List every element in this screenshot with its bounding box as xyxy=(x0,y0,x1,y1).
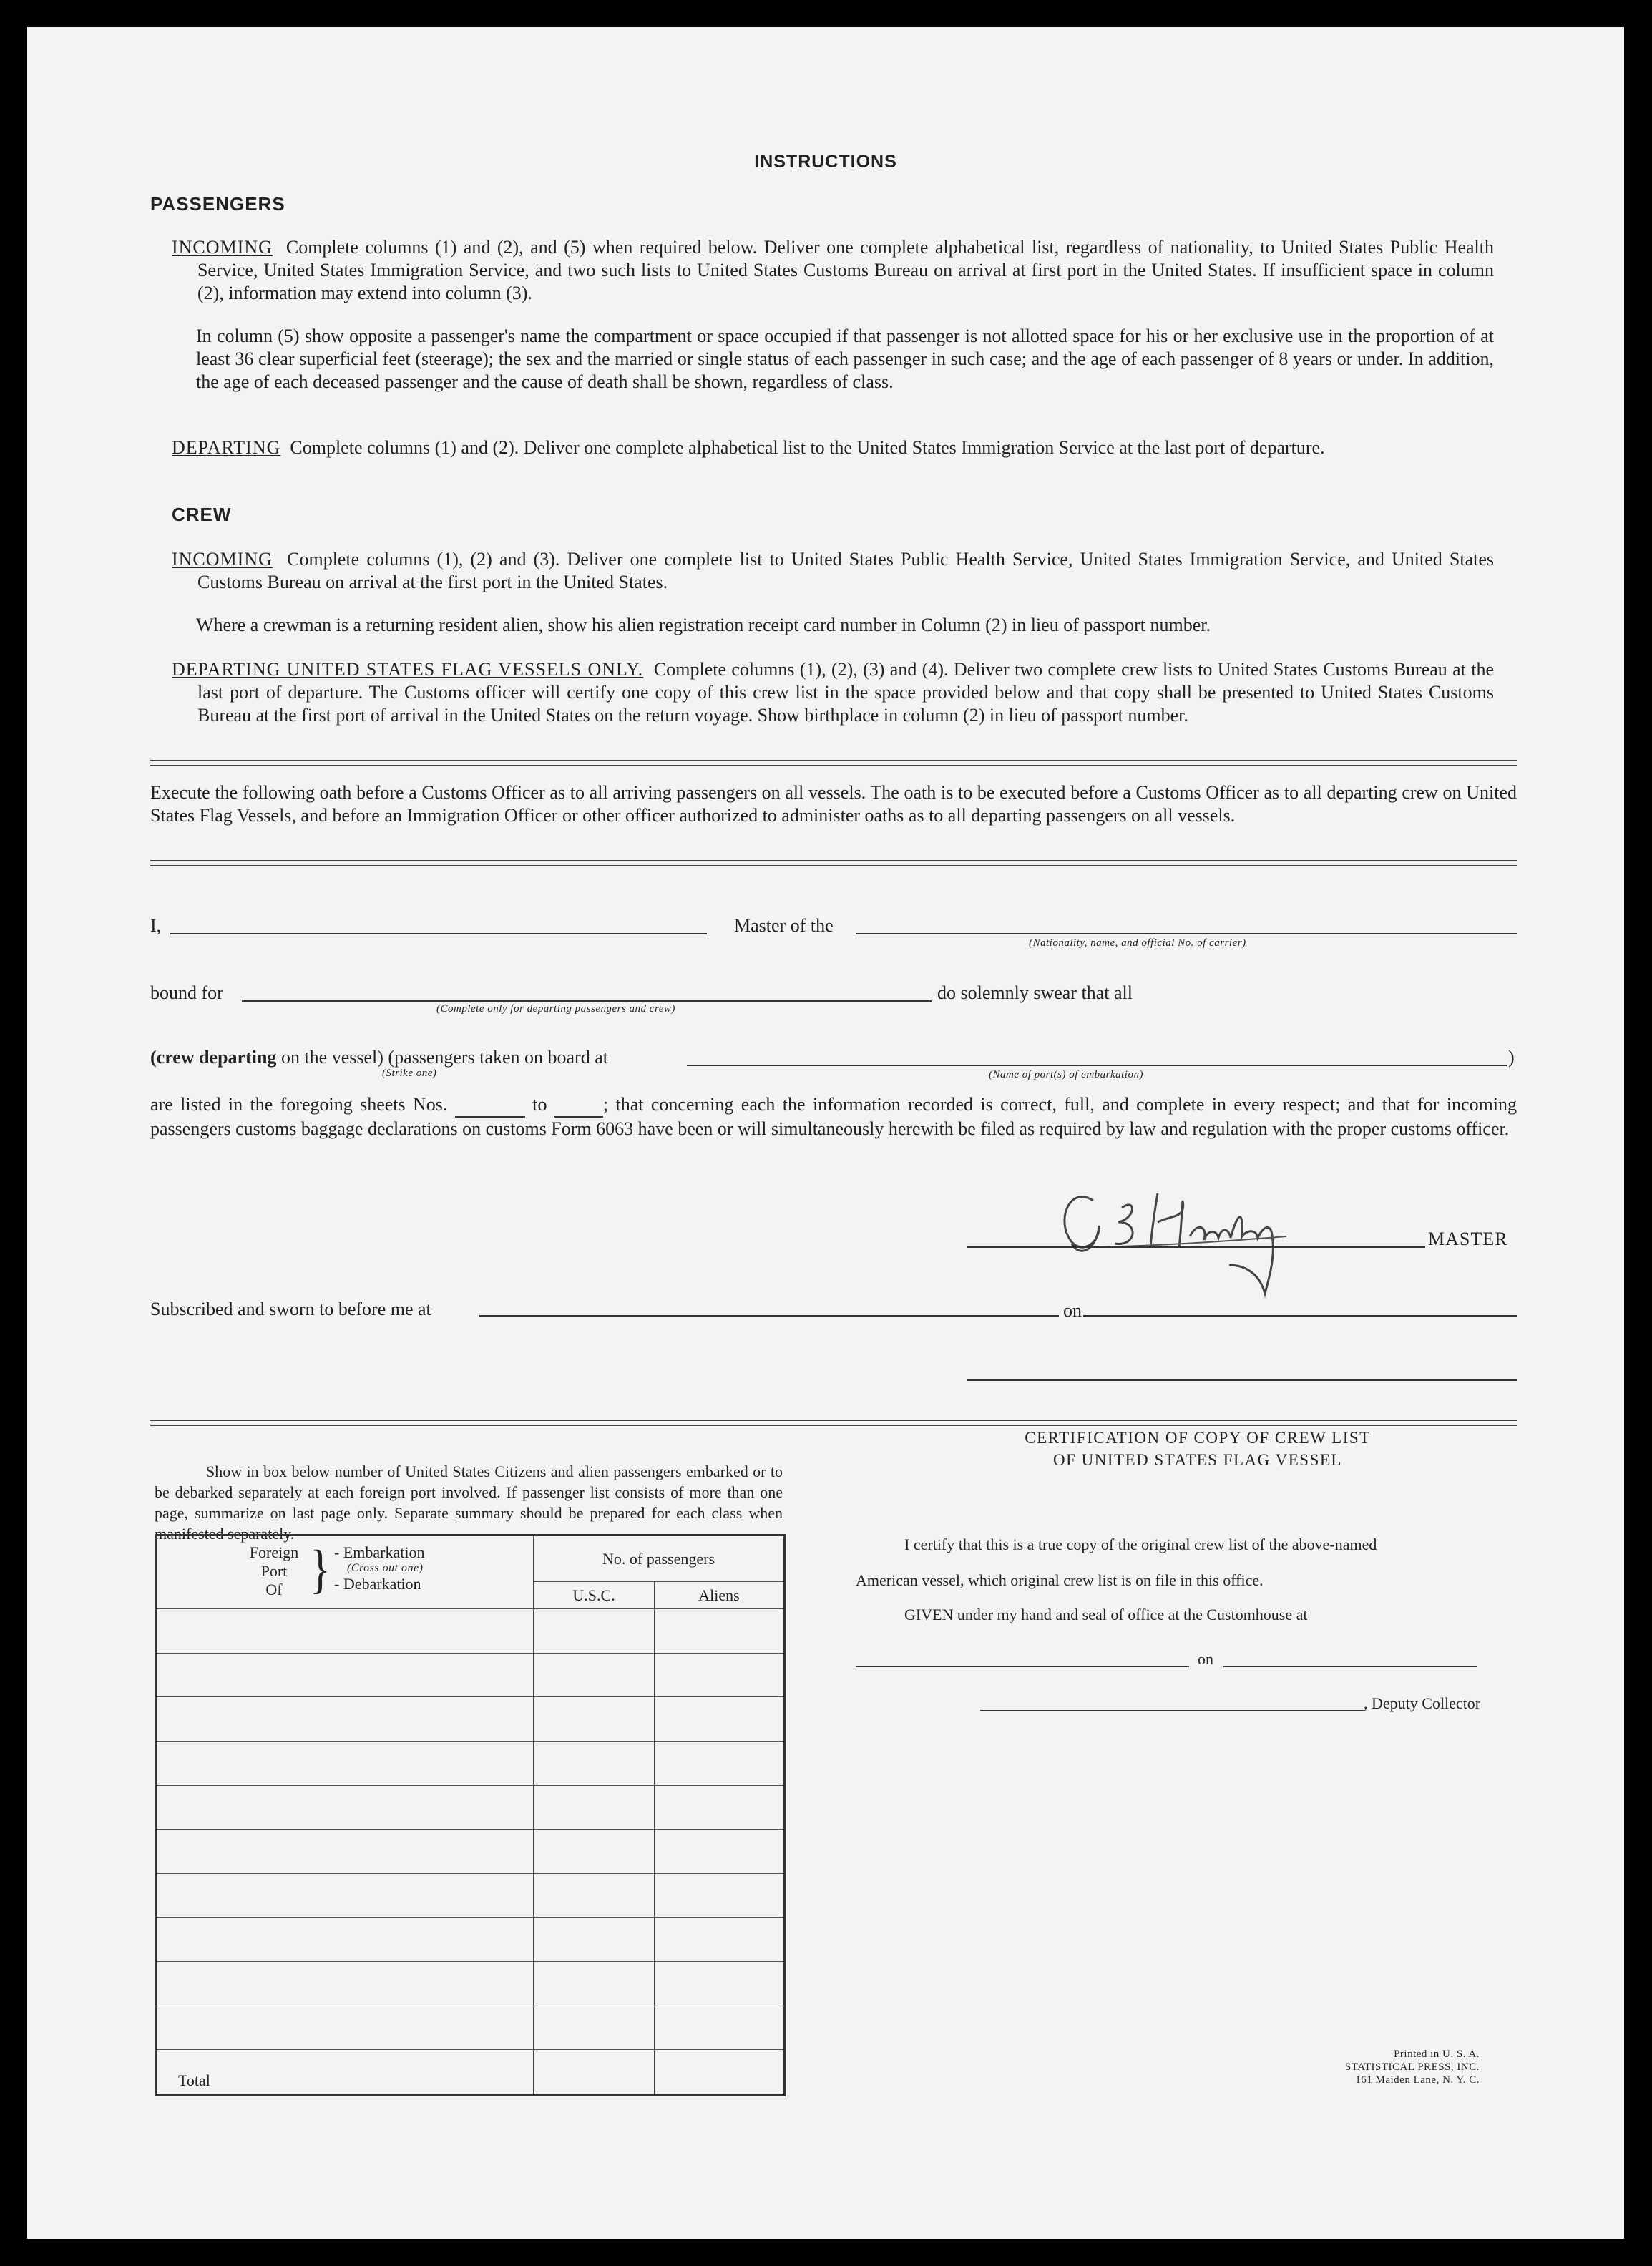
master-label: MASTER xyxy=(1428,1229,1508,1249)
port-note: (Name of port(s) of embarkation) xyxy=(989,1069,1143,1080)
table-row xyxy=(156,1830,785,1874)
master-name-line[interactable] xyxy=(170,933,707,934)
embarkation-label: - Embarkation xyxy=(334,1543,425,1561)
printer-line-1: Printed in U. S. A. xyxy=(1394,2048,1480,2060)
passengers-departing-label: DEPARTING xyxy=(172,437,281,458)
aliens-cell[interactable] xyxy=(655,1785,785,1830)
printer-line-2: STATISTICAL PRESS, INC. xyxy=(1344,2061,1480,2073)
usc-cell[interactable] xyxy=(534,1653,655,1697)
usc-total-cell[interactable] xyxy=(534,2050,655,2096)
port-cell[interactable] xyxy=(156,1653,534,1697)
carrier-note: (Nationality, name, and official No. of carrier) xyxy=(1029,937,1246,949)
form-sheet xyxy=(27,27,1624,2239)
sworn-date-line[interactable] xyxy=(1083,1315,1517,1317)
passengers-departing xyxy=(172,436,1494,459)
aliens-cell[interactable] xyxy=(655,1962,785,2006)
port-cell[interactable] xyxy=(156,1962,534,2006)
table-row xyxy=(156,1653,785,1697)
passengers-incoming-label: INCOMING xyxy=(172,237,273,258)
total-row xyxy=(156,2050,785,2096)
printer-line-3: 161 Maiden Lane, N. Y. C. xyxy=(1355,2074,1480,2086)
master-signature-line[interactable] xyxy=(967,1246,1425,1248)
brace-icon: } xyxy=(310,1539,331,1599)
table-row xyxy=(156,2006,785,2050)
aliens-cell[interactable] xyxy=(655,1918,785,1962)
on-vessel-label: on the vessel) xyxy=(280,1047,383,1068)
listed-paragraph xyxy=(150,1093,1517,1141)
deputy-collector-label: , Deputy Collector xyxy=(1364,1694,1481,1712)
table-row xyxy=(156,1785,785,1830)
certification-title-1: CERTIFICATION OF COPY OF CREW LIST xyxy=(1025,1429,1371,1447)
bound-for-label: bound for xyxy=(150,982,223,1003)
certify-line-2: American vessel, which original crew list is on file in this office. xyxy=(856,1571,1264,1589)
crew-incoming-label: INCOMING xyxy=(172,549,273,570)
bound-note: (Complete only for departing passengers and crew) xyxy=(436,1003,675,1015)
crew-departing-text: Complete columns (1), (2), (3) and (4). Deliver two complete crew lists to United States Customs Bureau at the last port of departure. The Customs officer will certify one copy of this crew list in the space provided below and that copy shall be presented to United States Customs Bureau at the first port of arrival in the United States on the return voyage. Show birthplace in column (2) in lieu of passport number. xyxy=(197,659,1494,726)
table-header-row xyxy=(156,1535,785,1582)
passengers-heading: PASSENGERS xyxy=(150,193,285,215)
usc-cell[interactable] xyxy=(534,1962,655,2006)
total-label: Total xyxy=(178,2071,210,2089)
foreign-label: Foreign xyxy=(249,1543,299,1561)
table-row xyxy=(156,1609,785,1654)
strike-line xyxy=(150,1046,608,1069)
certification-title-2: OF UNITED STATES FLAG VESSEL xyxy=(1053,1451,1342,1469)
deputy-collector-line[interactable] xyxy=(980,1710,1364,1711)
port-cell[interactable] xyxy=(156,1830,534,1874)
port-cell[interactable] xyxy=(156,1918,534,1962)
printer-imprint xyxy=(1243,2048,1480,2086)
usc-cell[interactable] xyxy=(534,1830,655,1874)
oath-intro xyxy=(150,781,1517,827)
passengers-taken-label: (passengers taken on board at xyxy=(388,1047,608,1068)
usc-cell[interactable] xyxy=(534,1609,655,1654)
port-cell[interactable] xyxy=(156,2006,534,2050)
given-line: GIVEN under my hand and seal of office at the Customhouse at xyxy=(904,1606,1308,1623)
of-label: Of xyxy=(265,1581,283,1598)
usc-cell[interactable] xyxy=(534,1741,655,1785)
port-header-cell xyxy=(156,1535,534,1609)
aliens-cell[interactable] xyxy=(655,2006,785,2050)
sworn-on-label: on xyxy=(1063,1300,1082,1321)
passengers-incoming xyxy=(172,236,1494,305)
given-date-line[interactable] xyxy=(1223,1666,1477,1667)
port-cell[interactable] xyxy=(156,1609,534,1654)
aliens-cell[interactable] xyxy=(655,1697,785,1742)
table-row xyxy=(156,1741,785,1785)
to-label: to xyxy=(532,1094,547,1115)
usc-cell[interactable] xyxy=(534,1873,655,1918)
aliens-cell[interactable] xyxy=(655,1830,785,1874)
close-paren: ) xyxy=(1508,1047,1515,1068)
crew-heading: CREW xyxy=(172,504,232,525)
sheet-from-line[interactable] xyxy=(455,1093,525,1118)
bound-for-line[interactable] xyxy=(242,1000,932,1002)
oath-i-label: I, xyxy=(150,915,162,936)
crew-departing xyxy=(172,658,1494,727)
table-row xyxy=(156,1697,785,1742)
cross-out-note: (Cross out one) xyxy=(347,1562,424,1574)
passenger-summary-table xyxy=(155,1534,786,2096)
passengers-column5 xyxy=(196,325,1494,394)
customhouse-line[interactable] xyxy=(856,1666,1189,1667)
usc-cell[interactable] xyxy=(534,2006,655,2050)
sworn-location-line[interactable] xyxy=(479,1315,1059,1317)
aliens-cell[interactable] xyxy=(655,1609,785,1654)
sheet-to-line[interactable] xyxy=(554,1093,603,1118)
crew-alien-text: Where a crewman is a returning resident alien, show his alien registration receipt card number in Column (2) in lieu of passport number. xyxy=(196,615,1211,635)
divider xyxy=(150,860,1517,866)
crew-incoming xyxy=(172,548,1494,594)
usc-cell[interactable] xyxy=(534,1697,655,1742)
subscribed-label: Subscribed and sworn to before me at xyxy=(150,1299,431,1319)
given-on-label: on xyxy=(1198,1650,1213,1668)
officer-line[interactable] xyxy=(967,1379,1517,1381)
passengers-departing-text: Complete columns (1) and (2). Deliver one complete alphabetical list to the United States Immigration Service at the last port of departure. xyxy=(290,437,1325,458)
debarkation-label: - Debarkation xyxy=(334,1575,421,1593)
carrier-line[interactable] xyxy=(856,933,1517,934)
aliens-cell[interactable] xyxy=(655,1873,785,1918)
usc-header: U.S.C. xyxy=(534,1582,655,1609)
certify-line-1: I certify that this is a true copy of the original crew list of the above-named xyxy=(904,1535,1377,1553)
no-passengers-header: No. of passengers xyxy=(534,1535,785,1582)
aliens-cell[interactable] xyxy=(655,1741,785,1785)
strike-one-note: (Strike one) xyxy=(382,1068,437,1079)
divider xyxy=(150,1420,1517,1426)
port-cell[interactable] xyxy=(156,1873,534,1918)
divider xyxy=(150,760,1517,766)
port-cell[interactable] xyxy=(156,1697,534,1742)
certification-title xyxy=(883,1427,1512,1471)
listed-a: are listed in the foregoing sheets Nos. xyxy=(150,1094,448,1115)
usc-cell[interactable] xyxy=(534,1918,655,1962)
table-row xyxy=(156,1873,785,1918)
column5-text: In column (5) show opposite a passenger's name the compartment or space occupied if that passenger is not allotted space for his or her exclusive use in the proportion of at least 36 clear superficial feet (steerage); the sex and the married or single status of each passenger in such case; and the age of each passenger of 8 years or under. In addition, the age of each deceased passenger and the cause of death shall be shown, regardless of class. xyxy=(196,326,1494,392)
table-row xyxy=(156,1918,785,1962)
aliens-cell[interactable] xyxy=(655,1653,785,1697)
passengers-incoming-text: Complete columns (1) and (2), and (5) when required below. Deliver one complete alphabetical list, regardless of nationality, to United States Public Health Service, United States Immigration Service, and two such lists to United States Customs Bureau on arrival at first port in the United States. If insufficient space in column (2), information may extend into column (3). xyxy=(197,237,1495,303)
crew-departing-label: (crew departing xyxy=(150,1047,277,1068)
solemnly-label: do solemnly swear that all xyxy=(937,982,1133,1003)
port-line[interactable] xyxy=(687,1065,1507,1066)
port-cell[interactable] xyxy=(156,1785,534,1830)
oath-intro-text: Execute the following oath before a Customs Officer as to all arriving passengers on all vessels. The oath is to be executed before a Customs Officer as to all departing crew on United States Flag Vessels, and before an Immigration Officer or other officer authorized to administer oaths as to all departing passengers on all vessels. xyxy=(150,782,1517,826)
port-label: Port xyxy=(260,1562,288,1580)
summary-instruction-text: Show in box below number of United States Citizens and alien passengers embarked or to be debarked separately at each foreign port involved. If passenger list consists of more than one page, summarize on last page only. Separate summary should be prepared for each class when manifested separately. xyxy=(155,1462,783,1543)
crew-departing-label: DEPARTING UNITED STATES FLAG VESSELS ONLY. xyxy=(172,659,644,680)
crew-alien xyxy=(196,614,1494,637)
table-row xyxy=(156,1962,785,2006)
usc-cell[interactable] xyxy=(534,1785,655,1830)
summary-instruction xyxy=(155,1461,783,1544)
crew-incoming-text: Complete columns (1), (2) and (3). Deliver one complete list to United States Public Health Service, United States Immigration Service, and United States Customs Bureau on arrival at the first port in the United States. xyxy=(197,549,1494,592)
master-of-the-label: Master of the xyxy=(734,915,834,936)
aliens-header: Aliens xyxy=(655,1582,785,1609)
port-cell[interactable] xyxy=(156,1741,534,1785)
signature-image xyxy=(1029,1158,1315,1315)
listed-b: ; that concerning each the information recorded is correct, full, and complete in every respect; and that for incoming passengers customs baggage declarations on customs Form 6063 have been or will simultaneously herewith be filed as required by law and regulation with the proper customs officer. xyxy=(150,1094,1517,1139)
aliens-total-cell[interactable] xyxy=(655,2050,785,2096)
page-title: INSTRUCTIONS xyxy=(754,152,897,172)
